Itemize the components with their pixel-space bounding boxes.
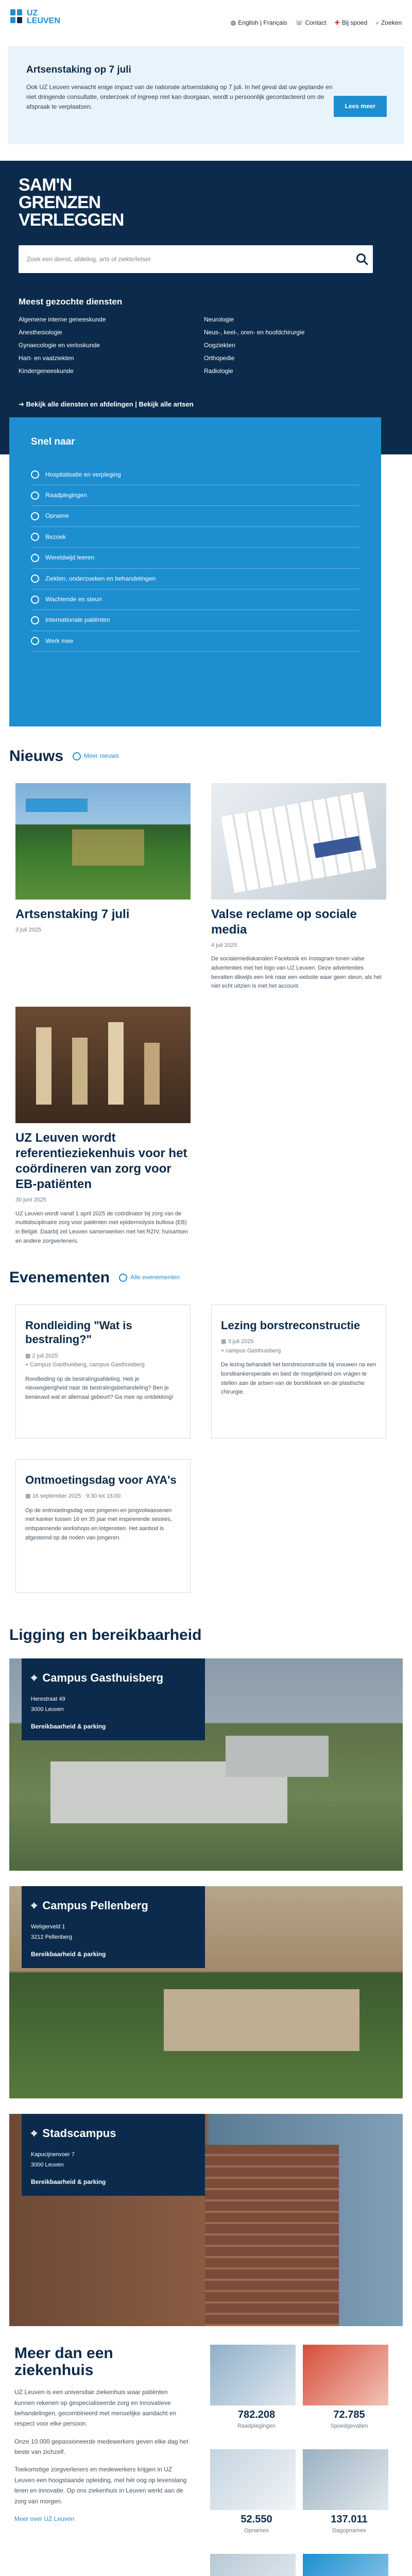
logo-text: UZ LEUVEN (27, 9, 60, 25)
news-date: 30 juni 2025 (15, 1196, 46, 1203)
about-section (0, 2345, 412, 2576)
quick-link[interactable]: Opname (31, 506, 359, 527)
news-text: UZ Leuven wordt vanaf 1 april 2025 de coördinator bij zorg van de multidisciplinaire zorg voor patiënten met epidermolysis bullosa (EB) in België. Daarbij zet Leuven samenwerken met het RZIV, huisartsen en andere zorgverleners. (15, 1210, 188, 1244)
quick-links-panel (9, 417, 381, 726)
arrow-circle-icon (31, 637, 39, 645)
more-news-link[interactable]: Meer nieuws (73, 752, 119, 760)
news-date: 3 juli 2025 (15, 926, 42, 933)
search-input[interactable] (19, 245, 373, 273)
search-icon: ⌕ (375, 19, 379, 26)
service-link[interactable]: Algemene interne geneeskunde (19, 316, 106, 323)
campus-name: Stadscampus (42, 2127, 116, 2140)
service-link[interactable]: Radiologie (204, 367, 233, 375)
all-events-link[interactable]: Alle evenementen (119, 1273, 180, 1282)
event-card[interactable] (15, 1304, 191, 1438)
news-card[interactable] (15, 783, 191, 991)
alert-text: Ook UZ Leuven verwacht enige impact van de nationale artsenstaking op 7 juli. In het geval dat uw geplande en niet dringende consultatie, onderzoek of ingreep niet kan doorgaan, wordt u persoonlijk gecontacteerd om de afspraak te verplaatsen. (26, 83, 333, 110)
service-link[interactable]: Neus-, keel-, oren- en hoofdchirurgie (204, 329, 305, 336)
arrow-circle-icon: ➔ (19, 400, 26, 408)
site-header (0, 0, 412, 46)
news-text: De socialemediakanalen Facebook en Instagram tonen valse advertenties met het logo van UZ Leuven. Deze advertenties bevatten dikwijls een link naar een website waar geen steun, als het niet echt uitzien is met het account. (211, 956, 382, 990)
quick-link[interactable]: Wereldwijd leeren (31, 548, 359, 568)
campus-route-link[interactable]: Bereikbaarheid & parking (31, 1950, 106, 1958)
event-title: Lezing borstreconstructie (221, 1318, 360, 1332)
news-image (15, 783, 191, 900)
uz-leuven-logo-icon (10, 9, 24, 25)
location-icon: ⌖ (31, 1671, 38, 1685)
calendar-icon: ▦ (25, 1352, 32, 1359)
arrow-circle-icon (31, 470, 39, 479)
news-title: Nieuws (9, 748, 64, 765)
service-link[interactable]: Kindergeneeskunde (19, 367, 74, 375)
service-link[interactable]: Anesthesiologie (19, 329, 62, 336)
arrow-circle-icon (31, 512, 39, 520)
event-text: Rondleiding op de bestralingsafdeling. Heb je nieuwsgierigheid naar de bestralingsbehandeling? Ben je benieuwd wat er allemaal gebeurt? Ga mee op ontdekking! (25, 1376, 174, 1400)
event-text: De lezing behandelt het borstreconstructie bij vrouwen na een borstkankeroperatie en bied de mogelijkheid om vragen te stellen aan de artsen van de borstkliniek en de plastische chirurgie. (221, 1362, 376, 1396)
more-about-link[interactable]: Meer over UZ Leuven (14, 2515, 75, 2523)
quick-link[interactable]: Werk mee (31, 631, 359, 652)
event-meta: ▦ 3 juli 2025 ⌖ campus Gasthuisberg (221, 1338, 281, 1354)
arrow-circle-icon (31, 616, 39, 624)
quick-link[interactable]: Bezoek (31, 527, 359, 548)
quick-link[interactable]: Internationale patiënten (31, 610, 359, 631)
campus-card: ⌖ Stadscampus Kapucijnenvoer 7 3000 Leuven Bereikbaarheid & parking (22, 2114, 205, 2196)
news-date: 4 juli 2025 (211, 942, 237, 948)
search-link[interactable]: ⌕ Zoeken (375, 19, 402, 27)
news-card[interactable] (211, 783, 386, 991)
campus-block (9, 1886, 403, 2098)
location-icon: ⌖ (31, 1899, 38, 1912)
event-text: Op de ontmoetingsdag voor jongeren en jongvolwassenen met kanker tussen 16 en 35 jaar met inspirerende sessies, ontspannende workshops en lotgenoten. Het aanbod is afgestemd op de noden van jongeren. (25, 1507, 172, 1541)
service-link[interactable]: Orthopedie (204, 354, 235, 362)
alert-read-more-button[interactable]: Lees meer (334, 96, 387, 117)
event-meta: ▦ 2 juli 2025 ⌖ Campus Gasthuisberg, campus Gasthuisberg (25, 1352, 145, 1368)
service-link[interactable]: Gynaecologie en verloskunde (19, 342, 100, 349)
news-title: UZ Leuven wordt referentieziekenhuis voor het coördineren van zorg voor EB-patiënten (15, 1130, 187, 1191)
quick-link[interactable]: Wachtende en steun (31, 589, 359, 610)
about-text: Onze 10.000 gepassioneerde medewerkers geven elke dag het beste van zichzelf. (14, 2437, 188, 2456)
all-services-link[interactable]: ➔ Bekijk alle diensten en afdelingen | Bekijk alle artsen (19, 400, 194, 408)
campus-card: ⌖ Campus Gasthuisberg Herestraat 49 3000 Leuven Bereikbaarheid & parking (22, 1658, 205, 1740)
event-card[interactable] (15, 1459, 191, 1593)
contact-link[interactable]: ☏ Contact (295, 19, 326, 27)
campus-name: Campus Gasthuisberg (42, 1671, 164, 1685)
location-icon: ⌖ (221, 1347, 226, 1354)
campus-block (9, 1658, 403, 1871)
campus-block (9, 2114, 403, 2326)
event-title: Rondleiding "Wat is bestraling?" (25, 1318, 132, 1346)
event-meta: ▦ 16 september 2025 · 9:30 tot 16:00 (25, 1493, 121, 1500)
location-icon: ⌖ (25, 1362, 30, 1368)
services-title: Meest gezochte diensten (19, 297, 123, 307)
campus-card: ⌖ Campus Pellenberg Weligerveld 1 3212 Pellenberg Bereikbaarheid & parking (22, 1886, 205, 1968)
services-list (19, 313, 374, 378)
about-text: UZ Leuven is een universitair ziekenhuis waar patiënten kunnen rekenen op gespecialiseerde zorg en innovatieve behandelingen, gecombineerd met menselijke aandacht en respect voor elke persoon. (14, 2388, 177, 2428)
service-link[interactable]: Oogziekten (204, 342, 235, 349)
search-placeholder: Zoek een dienst, afdeling, arts of ziekte/letsel (27, 256, 151, 263)
logo[interactable] (10, 9, 60, 25)
campus-name: Campus Pellenberg (42, 1899, 148, 1912)
events-title: Evenementen (9, 1269, 110, 1286)
language-switch[interactable]: ◍ English | Français (231, 19, 287, 27)
event-title: Ontmoetingsdag voor AYA's (25, 1473, 177, 1486)
arrow-circle-icon (119, 1274, 127, 1282)
arrow-circle-icon (73, 752, 81, 760)
calendar-icon: ▦ (221, 1338, 228, 1345)
search-icon[interactable] (356, 253, 366, 263)
quick-link[interactable]: Ziekten, onderzoeken en behandelingen (31, 569, 359, 589)
events-section (0, 1266, 412, 1593)
about-title: Meer dan een ziekenhuis (14, 2345, 113, 2379)
campus-route-link[interactable]: Bereikbaarheid & parking (31, 1722, 106, 1730)
arrow-circle-icon (31, 554, 39, 562)
stat-item (303, 2554, 396, 2576)
quick-link[interactable]: Hospitalisatie en verpleging (31, 465, 359, 485)
arrow-circle-icon (31, 492, 39, 500)
stat-item: 52.550 Opnames (210, 2449, 303, 2535)
calendar-icon: ▦ (25, 1493, 32, 1500)
stats-grid (210, 2345, 396, 2576)
alert-title: Artsenstaking op 7 juli (26, 64, 131, 75)
service-link[interactable]: Hart- en vaatziekten (19, 354, 74, 362)
news-image (15, 1007, 191, 1123)
globe-icon: ◍ (230, 19, 236, 26)
about-text: Toekomstige zorgverleners en medewerkers krijgen in UZ Leuven een hoogstaande opleiding, met hét oog op levenslang leren en innovatie. Op ons ziekenhuis in Leuven werkt aan de zorg van morgen. (14, 2466, 187, 2505)
arrow-circle-icon (31, 533, 39, 541)
location-icon: ⌖ (31, 2127, 38, 2140)
stat-item: 72.785 Spoedgevallen (303, 2345, 396, 2431)
news-title: Artsenstaking 7 juli (15, 907, 130, 921)
utility-nav (231, 19, 402, 27)
arrow-circle-icon (31, 596, 39, 604)
phone-icon: ☏ (295, 19, 303, 26)
arrow-circle-icon (31, 574, 39, 583)
stat-item (210, 2554, 303, 2576)
location-section (0, 1624, 412, 2327)
service-link[interactable]: Neurologie (204, 316, 234, 323)
stat-item: 782.208 Raadplegingen (210, 2345, 303, 2431)
alert-banner (8, 46, 404, 144)
news-title: Valse reclame op sociale media (211, 907, 357, 937)
stat-item: 137.011 Dagopnames (303, 2449, 396, 2535)
quick-link[interactable]: Raadplegingen (31, 485, 359, 506)
location-title: Ligging en bereikbaarheid (9, 1626, 202, 1643)
event-card[interactable] (211, 1304, 386, 1438)
alert-icon: ✚ (334, 19, 340, 26)
quick-links-title: Snel naar (31, 436, 75, 447)
emergency-link[interactable]: ✚ Bij spoed (335, 19, 367, 27)
hero (0, 161, 412, 454)
hero-claim: SAM'N GRENZEN VERLEGGEN (19, 175, 124, 230)
campus-route-link[interactable]: Bereikbaarheid & parking (31, 2178, 106, 2185)
news-card[interactable] (15, 1007, 191, 1246)
news-image (211, 783, 386, 900)
news-section (0, 745, 412, 1246)
